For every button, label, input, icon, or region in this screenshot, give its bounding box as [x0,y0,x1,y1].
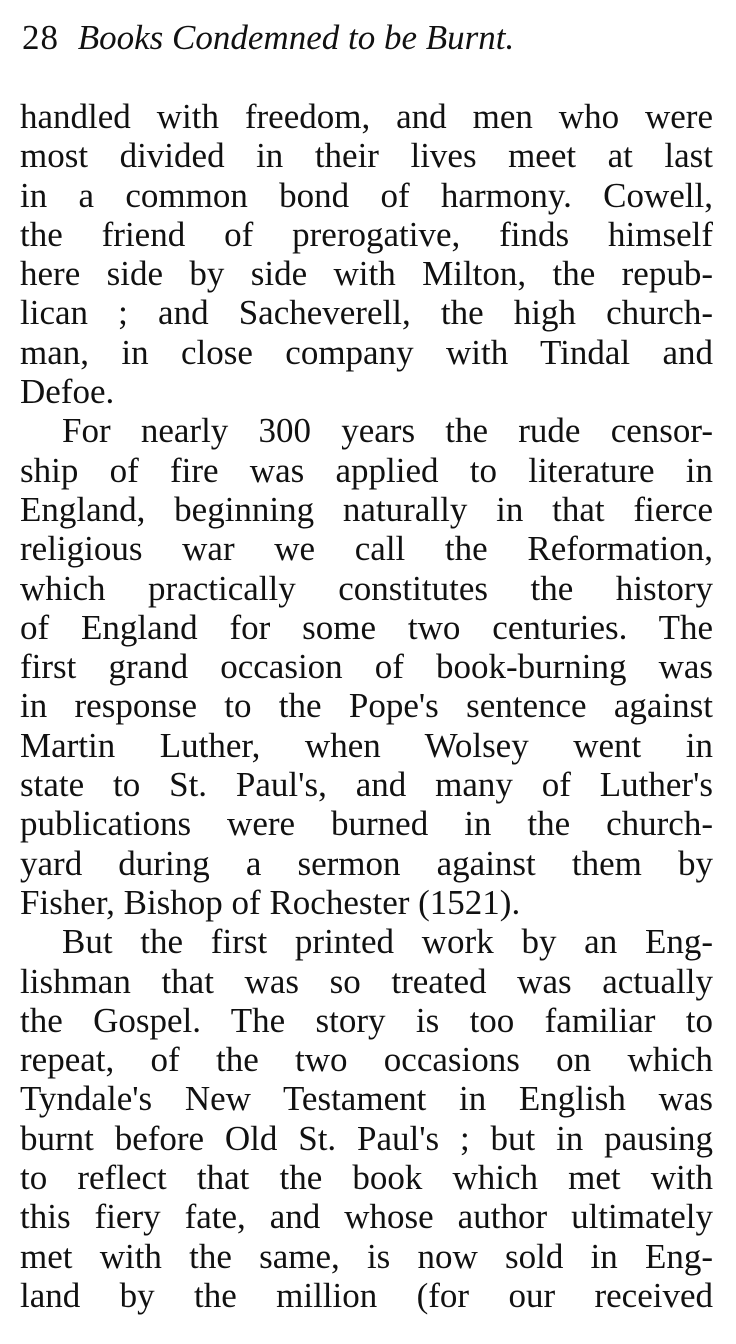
text-line: land by the million (for our received [20,1275,713,1315]
text-line: repeat, of the two occasions on which [20,1040,713,1080]
page-number: 28 [22,18,59,57]
text-line: yard during a sermon against them by [20,843,713,883]
text-line: handled with freedom, and men who were [20,97,713,136]
paragraph-start-line: For nearly 300 years the rude censor- [62,411,713,451]
text-line: publications were burned in the church- [20,804,713,844]
text-line: in a common bond of harmony. Cowell, [20,175,713,215]
text-line: first grand occasion of book-burning was [20,647,713,687]
text-line: the Gospel. The story is too familiar to [20,1000,713,1040]
paragraph-end-line: Defoe. [20,372,115,412]
text-line: here side by side with Milton, the repub- [20,254,713,294]
text-line: Tyndale's New Testament in English was [20,1079,713,1119]
text-line: most divided in their lives meet at last [20,136,713,176]
text-line: which practically constitutes the history [20,568,713,608]
text-line: lishman that was so treated was actually [20,961,713,1001]
text-line: Martin Luther, when Wolsey went in [20,725,713,765]
text-line: the friend of prerogative, finds himself [20,214,713,254]
text-line: in response to the Pope's sentence against [20,686,713,726]
text-line: religious war we call the Reformation, [20,529,713,569]
text-line: man, in close company with Tindal and [20,332,713,372]
paragraph-end-line: Fisher, Bishop of Rochester (1521). [20,882,521,922]
paragraph-start-line: But the first printed work by an Eng- [62,922,713,962]
running-head [22,14,514,62]
text-line: of England for some two centuries. The [20,607,713,647]
running-title: Books Condemned to be Burnt. [77,18,515,57]
text-line: state to St. Paul's, and many of Luther's [20,765,713,805]
text-line: burnt before Old St. Paul's ; but in pausing [20,1118,713,1158]
text-line: lican ; and Sacheverell, the high church- [20,293,713,333]
text-line: this fiery fate, and whose author ultimately [20,1197,713,1237]
text-line: England, beginning naturally in that fierce [20,489,713,529]
text-line: to reflect that the book which met with [20,1158,713,1198]
text-line: met with the same, is now sold in Eng- [20,1236,713,1276]
text-line: ship of fire was applied to literature in [20,450,713,490]
body-text [20,97,713,1315]
